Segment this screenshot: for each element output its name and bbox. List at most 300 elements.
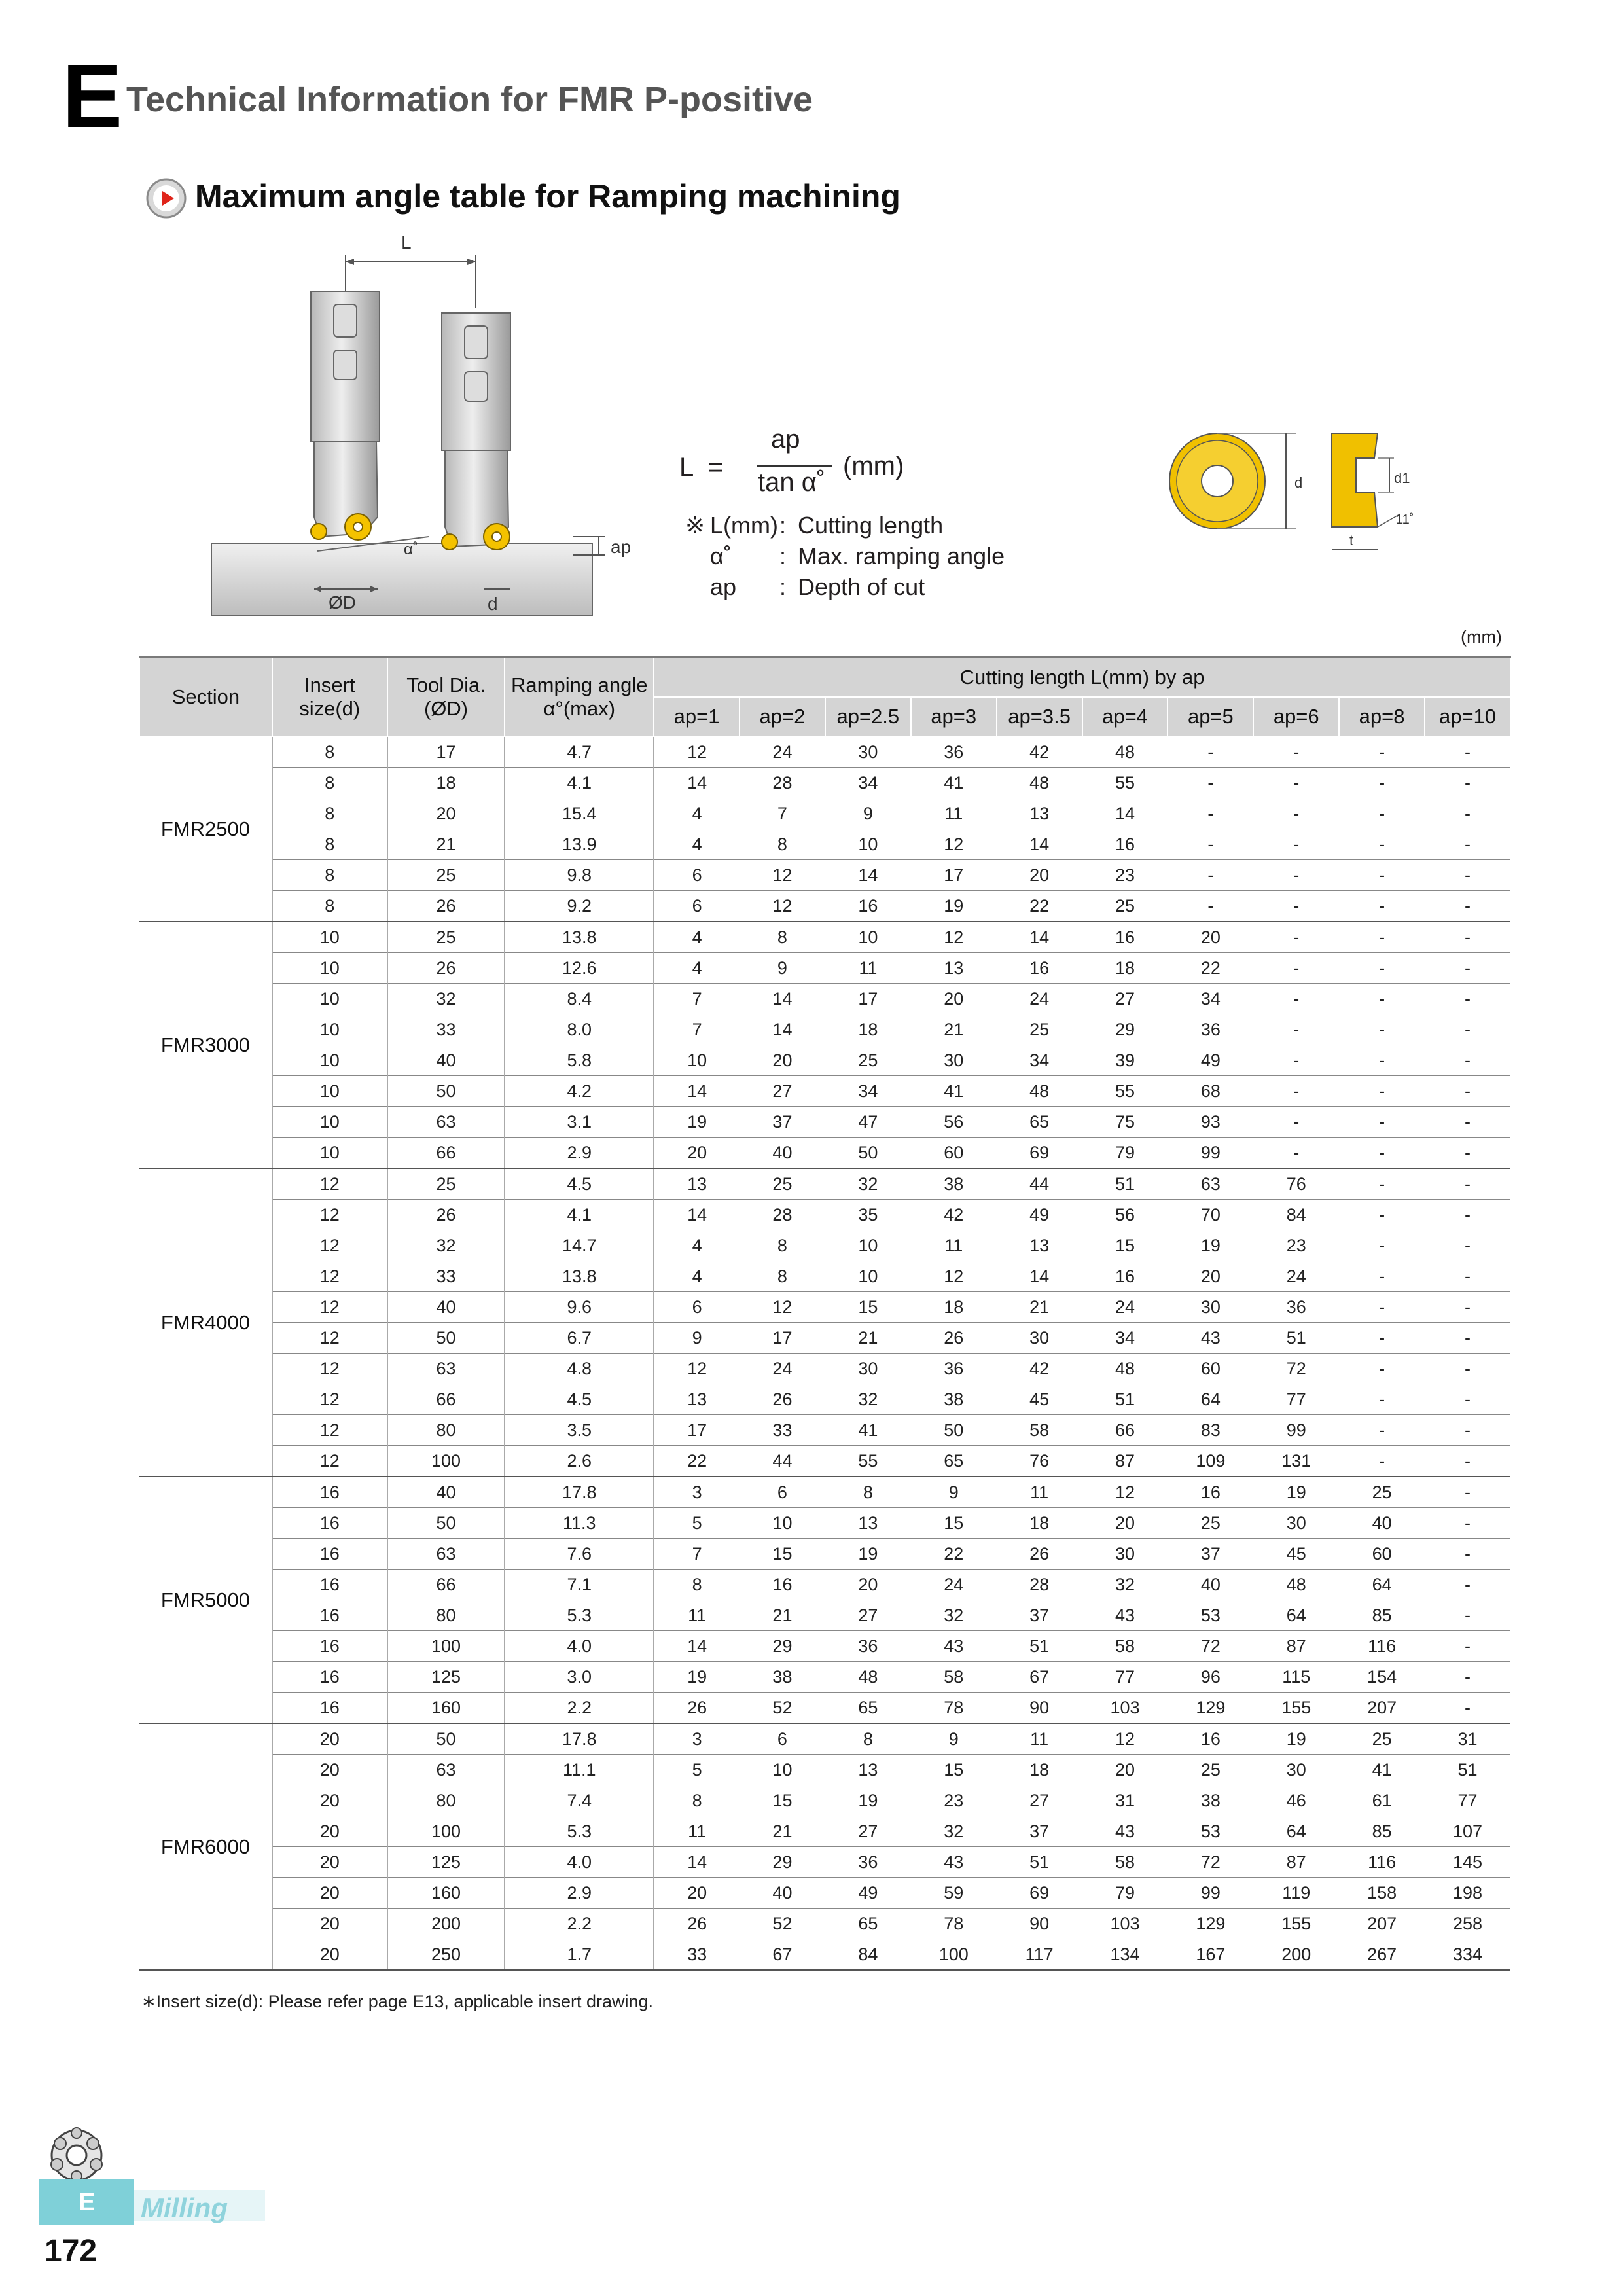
table-row	[139, 1693, 1510, 1724]
table-cell: 4	[654, 829, 740, 860]
table-cell: -	[1339, 1354, 1425, 1384]
table-cell: -	[1425, 1323, 1510, 1354]
table-cell: 10	[272, 922, 387, 953]
insert-diagram	[1165, 419, 1427, 569]
table-cell: -	[1339, 1045, 1425, 1076]
table-cell: 52	[740, 1909, 825, 1939]
table-cell: 66	[387, 1138, 505, 1169]
table-cell: 100	[911, 1939, 997, 1971]
table-cell: 8	[825, 1723, 911, 1755]
table-cell: 23	[1253, 1230, 1339, 1261]
table-cell: 77	[1082, 1662, 1168, 1693]
table-cell: 116	[1339, 1631, 1425, 1662]
table-cell: 33	[654, 1939, 740, 1971]
table-cell: -	[1253, 1076, 1339, 1107]
table-cell: 51	[1082, 1384, 1168, 1415]
table-cell: 25	[387, 860, 505, 891]
table-cell: 12	[272, 1261, 387, 1292]
table-cell: 107	[1425, 1816, 1510, 1847]
table-cell: 50	[387, 1723, 505, 1755]
table-cell: 16	[272, 1600, 387, 1631]
table-row	[139, 1939, 1510, 1971]
table-cell: 37	[997, 1816, 1082, 1847]
table-cell: -	[1425, 1292, 1510, 1323]
chapter-letter: E	[62, 46, 123, 147]
table-cell: 15	[911, 1508, 997, 1539]
table-cell: 29	[740, 1847, 825, 1878]
table-cell: 31	[1425, 1723, 1510, 1755]
header-ap: ap=6	[1253, 697, 1339, 736]
table-cell: 12	[272, 1200, 387, 1230]
table-cell: 10	[272, 1076, 387, 1107]
table-row	[139, 860, 1510, 891]
table-cell: 24	[1082, 1292, 1168, 1323]
table-row	[139, 1785, 1510, 1816]
table-cell: -	[1425, 768, 1510, 798]
table-cell: 90	[997, 1909, 1082, 1939]
table-cell: 20	[1168, 922, 1253, 953]
table-cell: 32	[825, 1384, 911, 1415]
table-cell: -	[1339, 984, 1425, 1014]
table-cell: 109	[1168, 1446, 1253, 1477]
table-cell: 14	[1082, 798, 1168, 829]
table-cell: 40	[387, 1045, 505, 1076]
table-cell: 9	[740, 953, 825, 984]
table-cell: 3.1	[505, 1107, 654, 1138]
chapter-tab-label: Milling	[141, 2193, 228, 2223]
table-cell: 7	[740, 798, 825, 829]
table-cell: 10	[272, 1014, 387, 1045]
table-cell: -	[1425, 1230, 1510, 1261]
table-cell: 22	[911, 1539, 997, 1570]
table-cell: 19	[1168, 1230, 1253, 1261]
table-cell: 267	[1339, 1939, 1425, 1971]
table-cell: 19	[911, 891, 997, 922]
table-cell: 10	[272, 1107, 387, 1138]
table-cell: 80	[387, 1785, 505, 1816]
table-cell: 32	[911, 1600, 997, 1631]
table-cell: -	[1253, 922, 1339, 953]
table-cell: 43	[1082, 1600, 1168, 1631]
table-cell: 18	[997, 1755, 1082, 1785]
table-cell: 46	[1253, 1785, 1339, 1816]
table-cell: 80	[387, 1600, 505, 1631]
table-cell: 145	[1425, 1847, 1510, 1878]
table-cell: 5.8	[505, 1045, 654, 1076]
insert-label-t: t	[1349, 532, 1354, 548]
table-cell: 16	[272, 1477, 387, 1508]
table-cell: 12	[272, 1384, 387, 1415]
table-cell: 20	[1082, 1508, 1168, 1539]
table-cell: 63	[1168, 1168, 1253, 1200]
table-cell: -	[1425, 1138, 1510, 1169]
table-cell: 20	[654, 1138, 740, 1169]
table-cell: 32	[1082, 1570, 1168, 1600]
table-cell: -	[1253, 1014, 1339, 1045]
table-cell: 8	[825, 1477, 911, 1508]
table-cell: 100	[387, 1446, 505, 1477]
table-row	[139, 1076, 1510, 1107]
table-cell: -	[1339, 1107, 1425, 1138]
table-cell: 9	[911, 1723, 997, 1755]
header-ap: ap=1	[654, 697, 740, 736]
table-row	[139, 984, 1510, 1014]
table-cell: 100	[387, 1816, 505, 1847]
table-row	[139, 1508, 1510, 1539]
table-cell: 134	[1082, 1939, 1168, 1971]
table-cell: 16	[272, 1631, 387, 1662]
table-cell: 18	[825, 1014, 911, 1045]
table-cell: 83	[1168, 1415, 1253, 1446]
table-cell: 258	[1425, 1909, 1510, 1939]
table-cell: 10	[272, 984, 387, 1014]
table-cell: -	[1425, 1631, 1510, 1662]
table-cell: -	[1425, 1570, 1510, 1600]
table-cell: 14	[654, 1200, 740, 1230]
header-ap: ap=10	[1425, 697, 1510, 736]
table-cell: 13.8	[505, 1261, 654, 1292]
table-cell: 22	[997, 891, 1082, 922]
table-cell: 44	[740, 1446, 825, 1477]
table-cell: 119	[1253, 1878, 1339, 1909]
table-row	[139, 1539, 1510, 1570]
table-cell: 100	[387, 1631, 505, 1662]
table-cell: 63	[387, 1539, 505, 1570]
table-cell: 64	[1339, 1570, 1425, 1600]
table-cell: 3.5	[505, 1415, 654, 1446]
table-cell: 250	[387, 1939, 505, 1971]
table-cell: -	[1425, 1384, 1510, 1415]
table-cell: 25	[1339, 1723, 1425, 1755]
table-cell: 40	[740, 1138, 825, 1169]
table-cell: 17	[740, 1323, 825, 1354]
table-cell: 16	[1082, 829, 1168, 860]
table-cell: 27	[740, 1076, 825, 1107]
table-cell: 20	[654, 1878, 740, 1909]
table-cell: 9.8	[505, 860, 654, 891]
table-cell: 125	[387, 1662, 505, 1693]
table-cell: 51	[1253, 1323, 1339, 1354]
table-cell: 30	[1082, 1539, 1168, 1570]
table-cell: -	[1425, 984, 1510, 1014]
table-cell: 25	[387, 1168, 505, 1200]
table-cell: 10	[740, 1508, 825, 1539]
table-row	[139, 1138, 1510, 1169]
table-cell: 58	[997, 1415, 1082, 1446]
table-cell: 99	[1253, 1415, 1339, 1446]
table-cell: 55	[1082, 1076, 1168, 1107]
table-cell: 13	[997, 798, 1082, 829]
table-cell: 32	[911, 1816, 997, 1847]
table-cell: 26	[911, 1323, 997, 1354]
table-row	[139, 1292, 1510, 1323]
table-cell: -	[1425, 1508, 1510, 1539]
table-cell: 36	[911, 1354, 997, 1384]
table-cell: 20	[825, 1570, 911, 1600]
header-ap: ap=3	[911, 697, 997, 736]
table-row	[139, 1662, 1510, 1693]
table-cell: 12	[272, 1446, 387, 1477]
table-cell: 63	[387, 1354, 505, 1384]
table-cell: 36	[1253, 1292, 1339, 1323]
formula-eq: =	[708, 453, 724, 482]
table-row	[139, 1323, 1510, 1354]
formula	[679, 422, 1046, 497]
table-row	[139, 1354, 1510, 1384]
table-cell: 36	[825, 1631, 911, 1662]
table-cell: 32	[387, 1230, 505, 1261]
table-cell: 30	[825, 736, 911, 768]
table-cell: 78	[911, 1909, 997, 1939]
table-cell: 24	[740, 736, 825, 768]
formula-unit: (mm)	[843, 452, 904, 480]
table-row	[139, 1909, 1510, 1939]
table-cell: 7	[654, 1014, 740, 1045]
table-cell: 32	[825, 1168, 911, 1200]
table-row	[139, 1723, 1510, 1755]
table-cell: 21	[911, 1014, 997, 1045]
table-cell: 103	[1082, 1909, 1168, 1939]
table-cell: 87	[1253, 1847, 1339, 1878]
table-cell: -	[1168, 798, 1253, 829]
table-cell: 49	[997, 1200, 1082, 1230]
table-cell: 49	[825, 1878, 911, 1909]
milling-cutter-icon	[41, 2124, 113, 2183]
table-cell: -	[1425, 736, 1510, 768]
table-cell: 155	[1253, 1693, 1339, 1724]
table-cell: 15	[740, 1785, 825, 1816]
table-cell: 6	[654, 891, 740, 922]
table-cell: -	[1339, 768, 1425, 798]
table-cell: -	[1339, 798, 1425, 829]
table-cell: -	[1339, 1292, 1425, 1323]
table-cell: 12.6	[505, 953, 654, 984]
table-cell: 20	[272, 1723, 387, 1755]
table-cell: 39	[1082, 1045, 1168, 1076]
table-cell: 4	[654, 922, 740, 953]
table-cell: 87	[1082, 1446, 1168, 1477]
table-cell: 47	[825, 1107, 911, 1138]
table-cell: 10	[654, 1045, 740, 1076]
table-cell: 12	[272, 1354, 387, 1384]
table-cell: 27	[1082, 984, 1168, 1014]
table-cell: 125	[387, 1847, 505, 1878]
table-cell: 56	[911, 1107, 997, 1138]
table-cell: 25	[997, 1014, 1082, 1045]
table-cell: 13	[654, 1384, 740, 1415]
table-cell: 22	[1168, 953, 1253, 984]
table-cell: 19	[654, 1107, 740, 1138]
label-d: d	[488, 594, 498, 614]
table-cell: 90	[997, 1693, 1082, 1724]
table-row	[139, 1570, 1510, 1600]
table-cell: 33	[740, 1415, 825, 1446]
table-cell: -	[1425, 1477, 1510, 1508]
table-cell: 50	[387, 1323, 505, 1354]
table-cell: 58	[1082, 1631, 1168, 1662]
section-cell: FMR4000	[139, 1168, 272, 1477]
table-cell: 26	[997, 1539, 1082, 1570]
table-cell: 12	[911, 1261, 997, 1292]
table-cell: 77	[1253, 1384, 1339, 1415]
table-cell: 8	[272, 798, 387, 829]
table-cell: 6	[740, 1477, 825, 1508]
table-cell: 17	[654, 1415, 740, 1446]
table-cell: 12	[272, 1230, 387, 1261]
table-cell: 72	[1253, 1354, 1339, 1384]
table-cell: -	[1425, 891, 1510, 922]
table-cell: 15	[1082, 1230, 1168, 1261]
table-cell: 154	[1339, 1662, 1425, 1693]
table-cell: 79	[1082, 1878, 1168, 1909]
label-alpha: α˚	[404, 541, 418, 558]
table-cell: 13	[825, 1755, 911, 1785]
table-cell: -	[1425, 953, 1510, 984]
table-cell: 25	[740, 1168, 825, 1200]
table-cell: 20	[272, 1847, 387, 1878]
header-ramp: Ramping angle α°(max)	[505, 658, 654, 737]
table-cell: -	[1339, 1230, 1425, 1261]
table-cell: 77	[1425, 1785, 1510, 1816]
table-cell: 6	[654, 860, 740, 891]
table-cell: 13	[997, 1230, 1082, 1261]
table-cell: 21	[997, 1292, 1082, 1323]
table-cell: -	[1339, 1168, 1425, 1200]
table-cell: 25	[387, 922, 505, 953]
table-cell: 16	[272, 1662, 387, 1693]
table-cell: 99	[1168, 1138, 1253, 1169]
table-cell: 19	[1253, 1477, 1339, 1508]
table-cell: -	[1339, 1138, 1425, 1169]
section-cell: FMR5000	[139, 1477, 272, 1723]
table-cell: 2.9	[505, 1138, 654, 1169]
table-cell: 26	[387, 891, 505, 922]
table-cell: -	[1425, 1662, 1510, 1693]
table-cell: 20	[272, 1909, 387, 1939]
table-cell: 4.0	[505, 1631, 654, 1662]
table-cell: 49	[1168, 1045, 1253, 1076]
table-cell: 116	[1339, 1847, 1425, 1878]
table-cell: 7	[654, 984, 740, 1014]
table-cell: 10	[272, 1138, 387, 1169]
table-cell: 66	[387, 1570, 505, 1600]
table-cell: 69	[997, 1878, 1082, 1909]
table-cell: 14	[997, 922, 1082, 953]
table-cell: 8	[272, 891, 387, 922]
table-cell: 17.8	[505, 1723, 654, 1755]
table-cell: 13	[654, 1168, 740, 1200]
table-row	[139, 1755, 1510, 1785]
table-cell: 20	[740, 1045, 825, 1076]
table-cell: 29	[1082, 1014, 1168, 1045]
table-row	[139, 1446, 1510, 1477]
table-cell: 17	[825, 984, 911, 1014]
table-cell: -	[1339, 1415, 1425, 1446]
table-cell: -	[1253, 1045, 1339, 1076]
table-cell: 53	[1168, 1600, 1253, 1631]
table-cell: -	[1253, 1138, 1339, 1169]
table-cell: 4.2	[505, 1076, 654, 1107]
table-cell: 29	[740, 1631, 825, 1662]
table-row	[139, 953, 1510, 984]
chapter-tab: E	[39, 2179, 134, 2225]
table-cell: 14	[654, 1847, 740, 1878]
table-cell: 11	[654, 1600, 740, 1631]
table-cell: 9	[825, 798, 911, 829]
header-ap: ap=8	[1339, 697, 1425, 736]
table-cell: 9.2	[505, 891, 654, 922]
table-cell: 12	[911, 829, 997, 860]
table-cell: 21	[387, 829, 505, 860]
table-cell: -	[1425, 1200, 1510, 1230]
table-cell: 40	[1168, 1570, 1253, 1600]
table-cell: 20	[272, 1878, 387, 1909]
table-cell: 63	[387, 1107, 505, 1138]
table-cell: 78	[911, 1693, 997, 1724]
table-cell: 40	[1339, 1508, 1425, 1539]
table-cell: 64	[1253, 1816, 1339, 1847]
table-cell: 84	[825, 1939, 911, 1971]
table-cell: 72	[1168, 1847, 1253, 1878]
table-cell: 87	[1253, 1631, 1339, 1662]
table-cell: -	[1425, 829, 1510, 860]
table-cell: 20	[272, 1755, 387, 1785]
label-D: ØD	[329, 592, 356, 613]
table-cell: 51	[997, 1847, 1082, 1878]
table-cell: 20	[1168, 1261, 1253, 1292]
table-cell: 10	[825, 1230, 911, 1261]
table-cell: 18	[387, 768, 505, 798]
table-cell: 28	[740, 1200, 825, 1230]
table-cell: 2.2	[505, 1693, 654, 1724]
table-cell: 80	[387, 1415, 505, 1446]
section-cell: FMR2500	[139, 736, 272, 922]
table-row	[139, 1200, 1510, 1230]
table-cell: 24	[740, 1354, 825, 1384]
table-row	[139, 798, 1510, 829]
play-circle-icon	[145, 177, 187, 219]
header-section: Section	[139, 658, 272, 737]
table-cell: -	[1339, 922, 1425, 953]
table-cell: 16	[272, 1539, 387, 1570]
table-cell: 20	[911, 984, 997, 1014]
table-cell: 12	[272, 1323, 387, 1354]
table-cell: 129	[1168, 1693, 1253, 1724]
table-cell: 12	[911, 922, 997, 953]
table-cell: 24	[1253, 1261, 1339, 1292]
table-cell: 20	[997, 860, 1082, 891]
table-cell: 9	[654, 1323, 740, 1354]
table-cell: 26	[654, 1909, 740, 1939]
table-cell: 19	[825, 1785, 911, 1816]
table-cell: 5.3	[505, 1600, 654, 1631]
table-cell: 51	[1425, 1755, 1510, 1785]
table-cell: 37	[997, 1600, 1082, 1631]
table-cell: 26	[387, 1200, 505, 1230]
page-number: 172	[45, 2234, 98, 2269]
table-cell: 60	[1168, 1354, 1253, 1384]
table-cell: 10	[825, 829, 911, 860]
table-cell: -	[1339, 829, 1425, 860]
table-cell: 4.0	[505, 1847, 654, 1878]
table-cell: 6.7	[505, 1323, 654, 1354]
table-cell: 52	[740, 1693, 825, 1724]
table-cell: 48	[997, 768, 1082, 798]
table-cell: 13.8	[505, 922, 654, 953]
table-cell: 65	[997, 1107, 1082, 1138]
table-cell: 16	[1168, 1477, 1253, 1508]
table-cell: -	[1168, 860, 1253, 891]
